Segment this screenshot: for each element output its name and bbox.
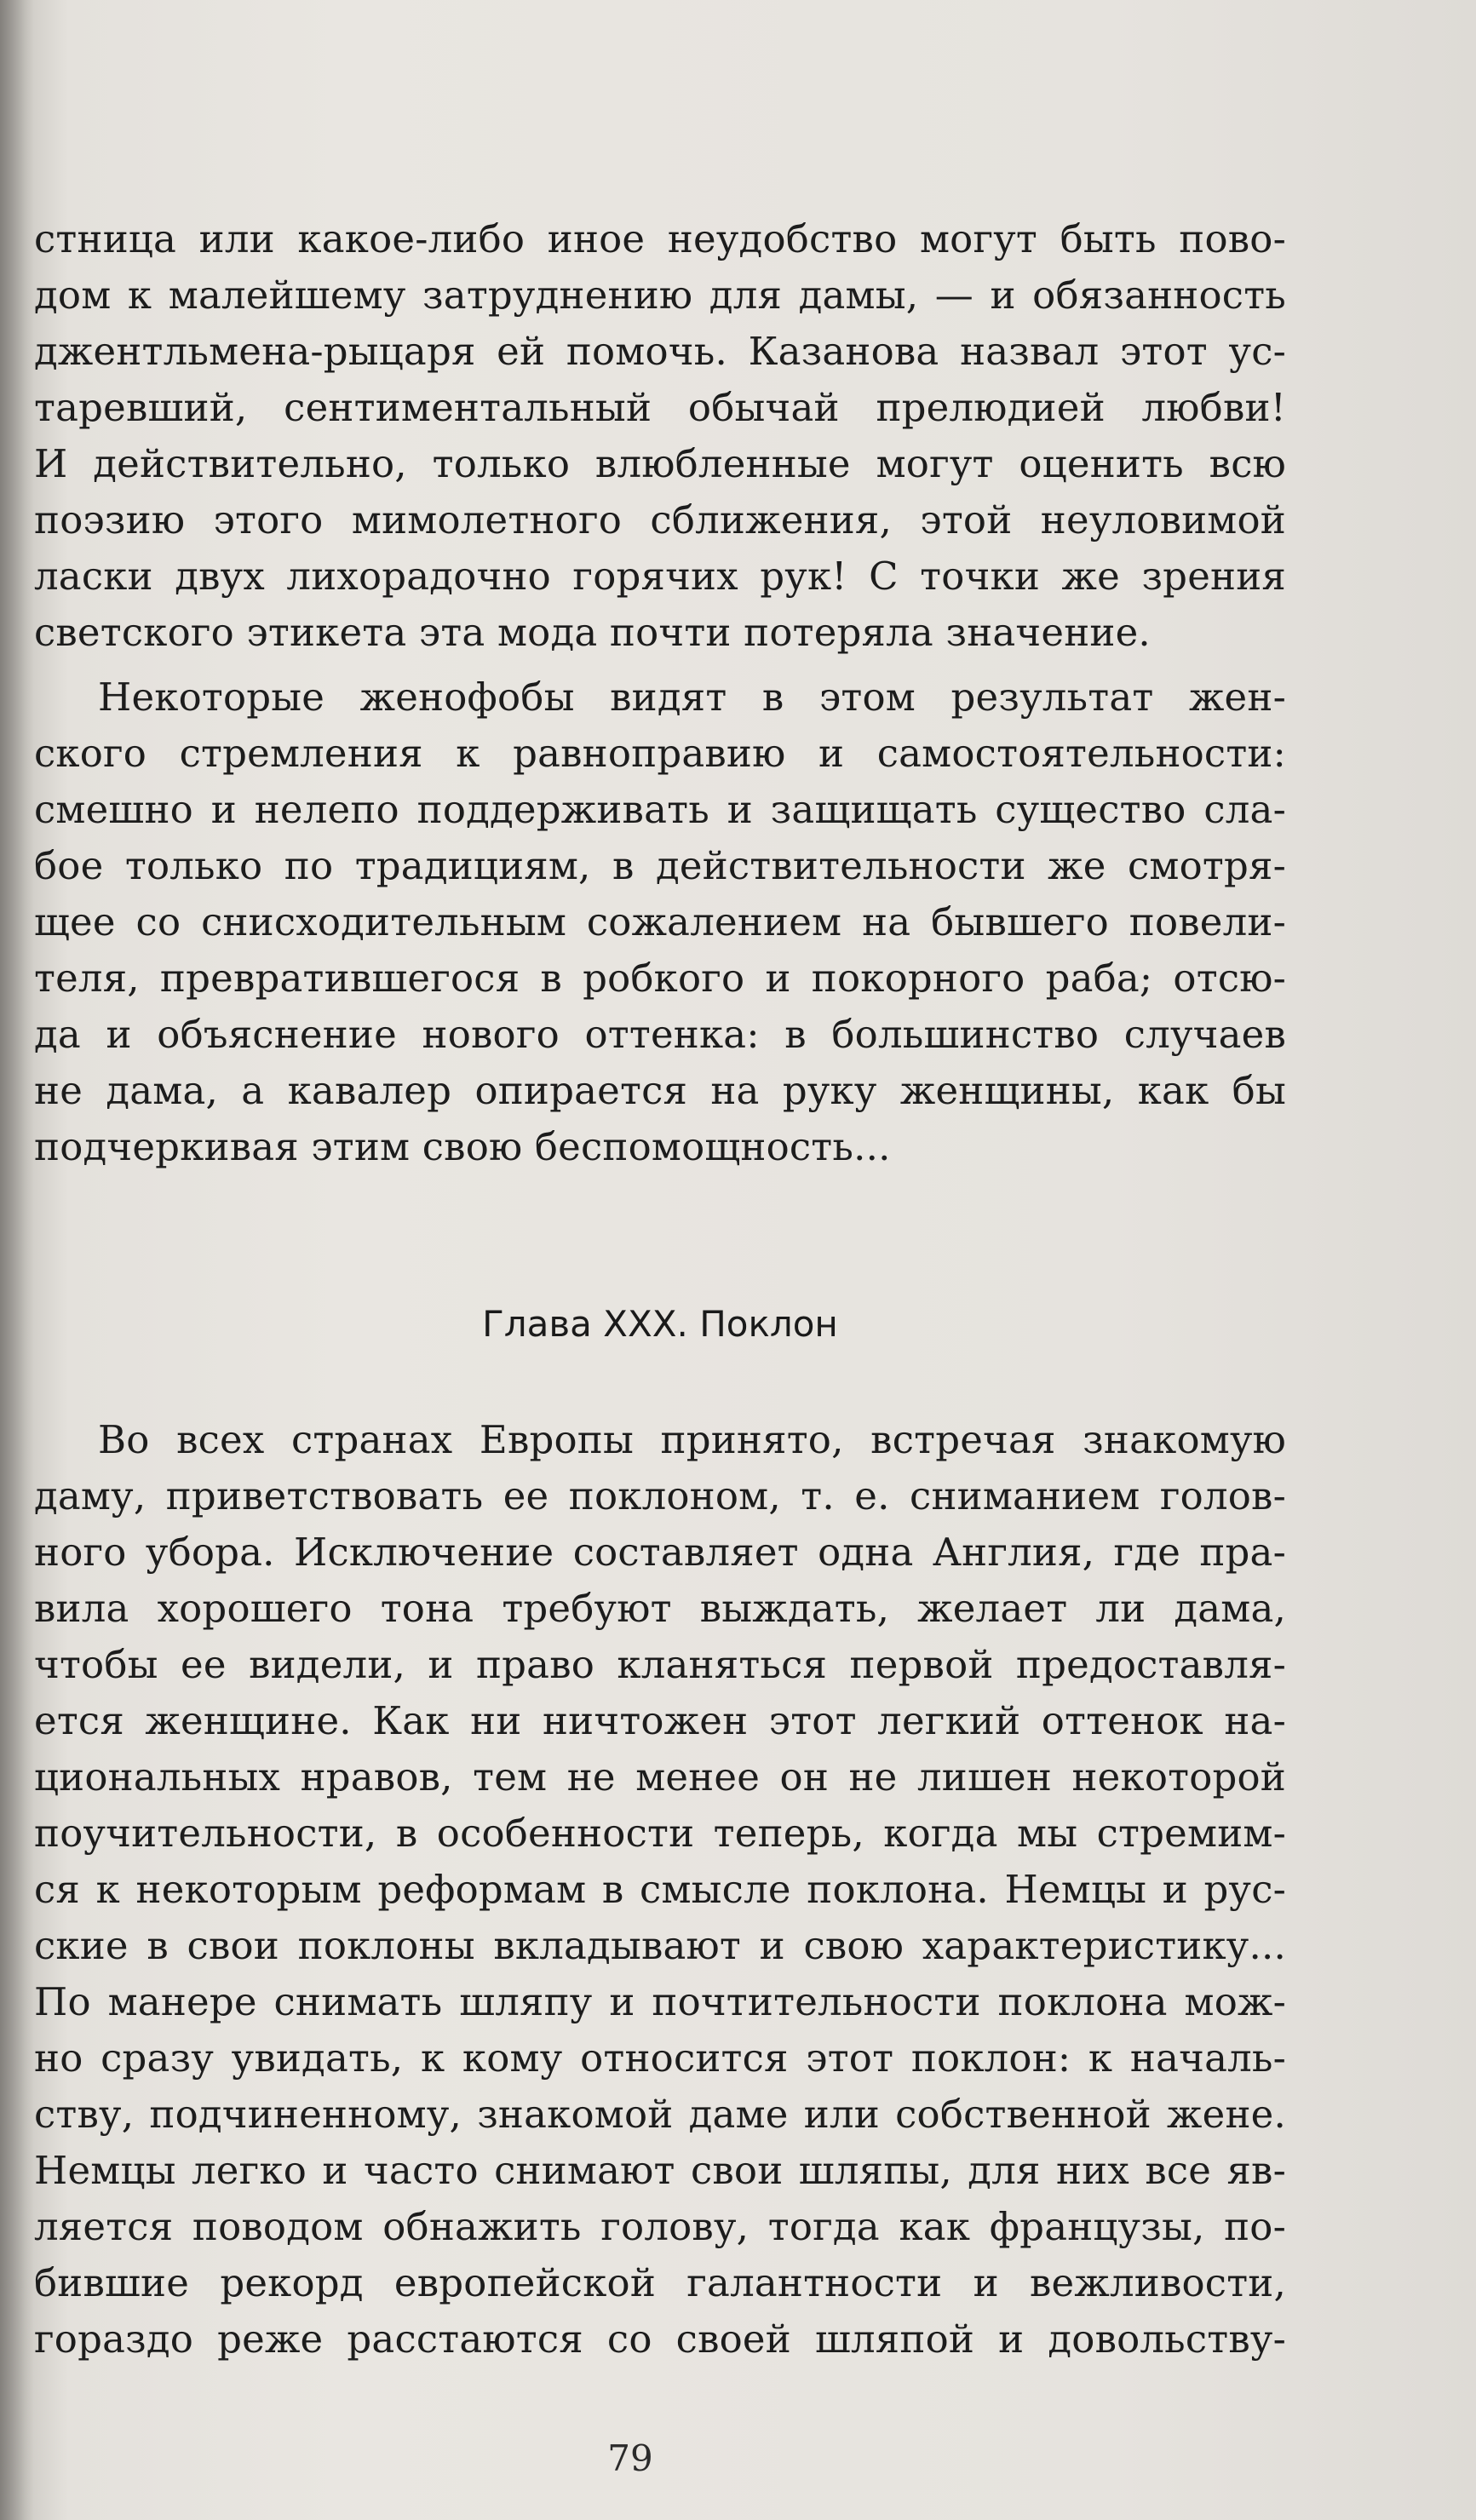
text-line: ского стремления к равноправию и самостоятельности: xyxy=(34,731,1286,776)
text-line: да и объяснение нового оттенка: в большинство случаев xyxy=(34,1012,1286,1057)
text-line: поучительности, в особенности теперь, когда мы стремим- xyxy=(34,1811,1286,1856)
text-line: бое только по традициям, в действительности же смотря- xyxy=(34,843,1286,888)
text-line: ству, подчиненному, знакомой даме или собственной жене. xyxy=(34,2092,1286,2137)
text-line: гораздо реже расстаются со своей шляпой и довольству- xyxy=(34,2316,1286,2362)
text-line: светского этикета эта мода почти потеряла значение. xyxy=(34,610,1151,655)
text-line: ские в свои поклоны вкладывают и свою характеристику... xyxy=(34,1923,1286,1968)
text-line: бившие рекорд европейской галантности и вежливости, xyxy=(34,2260,1286,2305)
text-line: ется женщине. Как ни ничтожен этот легкий оттенок на- xyxy=(34,1698,1286,1743)
text-line: даму, приветствовать ее поклоном, т. е. сниманием голов- xyxy=(34,1473,1286,1518)
text-line: теля, превратившегося в робкого и покорного раба; отсю- xyxy=(34,956,1286,1001)
chapter-title: Глава XXX. Поклон xyxy=(482,1303,838,1345)
text-line: И действительно, только влюбленные могут оценить всю xyxy=(34,441,1286,486)
text-line: ласки двух лихорадочно горячих рук! С точки же зрения xyxy=(34,554,1286,599)
text-line: не дама, а кавалер опирается на руку женщины, как бы xyxy=(34,1068,1286,1113)
paragraph-1 xyxy=(34,211,1286,661)
text-line: ного убора. Исключение составляет одна Англия, где пра- xyxy=(34,1530,1286,1575)
page-number: 79 xyxy=(607,2437,653,2479)
text-line: Немцы легко и часто снимают свои шляпы, для них все яв- xyxy=(34,2148,1286,2193)
text-line: поэзию этого мимолетного сближения, этой неуловимой xyxy=(34,497,1286,542)
text-line: ся к некоторым реформам в смысле поклона. Немцы и рус- xyxy=(34,1867,1286,1912)
paragraph-2 xyxy=(34,669,1286,1175)
text-line: Некоторые женофобы видят в этом результат жен- xyxy=(98,674,1286,720)
text-line: По манере снимать шляпу и почтительности поклона мож- xyxy=(34,1979,1286,2024)
paragraph-3 xyxy=(34,1412,1286,2368)
text-line: чтобы ее видели, и право кланяться первой предоставля- xyxy=(34,1642,1286,1687)
text-line: смешно и нелепо поддерживать и защищать существо сла- xyxy=(34,787,1286,832)
text-line: но сразу увидать, к кому относится этот поклон: к началь- xyxy=(34,2035,1286,2081)
text-line: Во всех странах Европы принято, встречая знакомую xyxy=(98,1417,1286,1462)
text-line: вила хорошего тона требуют выждать, желает ли дама, xyxy=(34,1586,1286,1631)
gutter-shadow xyxy=(0,0,34,2520)
text-line: щее со снисходительным сожалением на бывшего повели- xyxy=(34,899,1286,944)
text-line: стница или какое-либо иное неудобство могут быть пово- xyxy=(34,216,1286,261)
text-line: ляется поводом обнажить голову, тогда как французы, по- xyxy=(34,2204,1286,2249)
text-line: циональных нравов, тем не менее он не лишен некоторой xyxy=(34,1754,1286,1800)
text-line: таревший, сентиментальный обычай прелюдией любви! xyxy=(34,385,1286,430)
text-line: джентльмена-рыцаря ей помочь. Казанова назвал этот ус- xyxy=(34,329,1286,374)
text-line: дом к малейшему затруднению для дамы, — и обязанность xyxy=(34,273,1286,318)
text-line: подчеркивая этим свою беспомощность... xyxy=(34,1124,891,1169)
